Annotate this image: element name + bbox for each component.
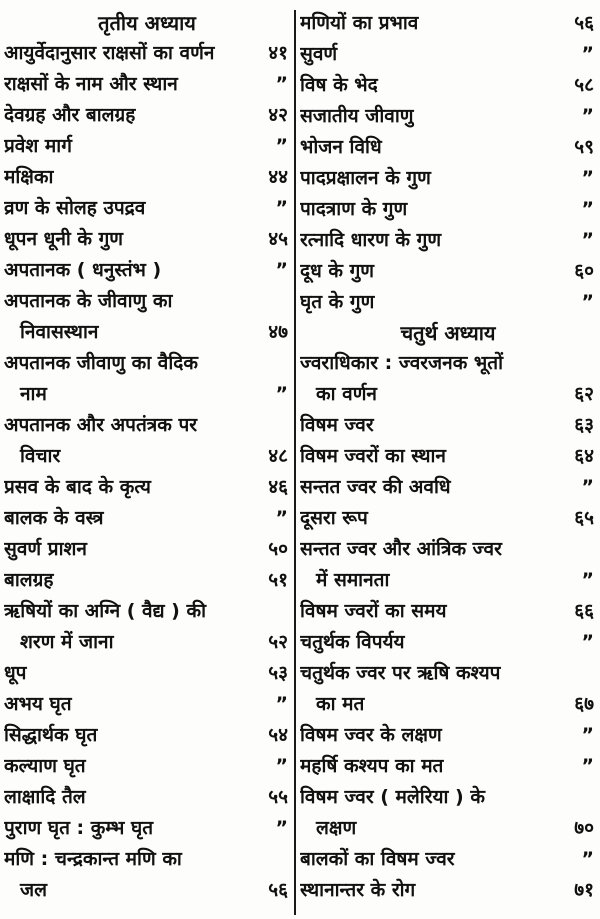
toc-entry: [4, 565, 290, 596]
toc-entry: [4, 782, 290, 813]
toc-entry: [300, 627, 596, 658]
toc-entry: [4, 69, 290, 100]
toc-entry: [4, 255, 290, 286]
left-column: [4, 8, 290, 906]
toc-page-number: ५१: [268, 569, 288, 591]
toc-entry-title: सन्तत ज्वर और आंत्रिक ज्वर: [300, 538, 502, 560]
toc-entry-title: प्रवेश मार्ग: [4, 135, 72, 157]
toc-entry-title: बालक के वस्त्र: [4, 507, 104, 529]
toc-page-number: ”: [275, 817, 288, 839]
toc-page-number: ४८: [268, 445, 288, 467]
toc-page-number: ४२: [268, 104, 288, 126]
toc-entry: [4, 689, 290, 720]
toc-entry-title: लक्षण: [316, 817, 357, 839]
toc-entry-title: दूसरा रूप: [300, 507, 368, 529]
toc-entry-title: दूध के गुण: [300, 260, 375, 282]
toc-entry: [300, 163, 596, 194]
toc-page-number: ”: [275, 73, 288, 95]
toc-page-number: ”: [275, 383, 288, 405]
toc-entry: [300, 503, 596, 534]
toc-page-number: ५४: [268, 724, 288, 746]
toc-entry: [300, 472, 596, 503]
toc-entry: [300, 844, 596, 875]
toc-page-number: ६६: [574, 600, 594, 622]
toc-entry-title: शरण में जाना: [20, 631, 114, 653]
toc-entry: [4, 224, 290, 255]
toc-entry: [4, 534, 290, 565]
toc-page-number: ४१: [268, 42, 288, 64]
toc-entry-title: राक्षसों के नाम और स्थान: [4, 73, 178, 95]
toc-entry-title: विषम ज्वर: [300, 414, 374, 436]
toc-entry: [4, 596, 290, 658]
toc-page-number: ५२: [268, 631, 288, 653]
toc-entry: [4, 751, 290, 782]
toc-entry-title: में समानता: [316, 569, 390, 591]
toc-list: [4, 38, 290, 906]
toc-entry: [4, 348, 290, 410]
toc-page-number: ”: [581, 105, 594, 127]
toc-entry-title: प्रसव के बाद के कृत्य: [4, 476, 151, 498]
toc-entry-title: निवासस्थान: [20, 321, 99, 343]
toc-page-number: ५८: [574, 74, 594, 96]
toc-page-number: ४४: [268, 166, 288, 188]
toc-entry-title: विचार: [20, 445, 61, 467]
toc-page-number: ”: [581, 755, 594, 777]
toc-entry: [300, 287, 596, 318]
toc-entry-title: व्रण के सोलह उपद्रव: [4, 197, 146, 219]
toc-entry: [300, 596, 596, 627]
toc-entry-title: सुवर्ण: [300, 43, 338, 65]
toc-entry: [300, 720, 596, 751]
toc-entry: [4, 410, 290, 472]
toc-page-number: ”: [581, 167, 594, 189]
toc-page-number: ”: [581, 198, 594, 220]
toc-page-number: ७१: [574, 879, 594, 901]
toc-entry-title: मणि : चन्द्रकान्त मणि का: [4, 848, 182, 870]
toc-page-number: ”: [581, 569, 594, 591]
toc-entry-title: सुवर्ण प्राशन: [4, 538, 87, 560]
toc-entry: [300, 8, 596, 39]
toc-entry-title: ऋषियों का अग्नि ( वैद्य ) की: [4, 600, 206, 622]
toc-entry: [300, 256, 596, 287]
toc-entry: [4, 193, 290, 224]
toc-entry: [300, 194, 596, 225]
toc-entry-title: लाक्षादि तैल: [4, 786, 86, 808]
toc-entry-title: पुराण घृत : कुम्भ घृत: [4, 817, 154, 839]
toc-entry: [300, 410, 596, 441]
toc-list: [300, 348, 596, 906]
toc-page-number: ”: [581, 724, 594, 746]
toc-entry-title: देवग्रह और बालग्रह: [4, 104, 136, 126]
toc-entry-title: पादप्रक्षालन के गुण: [300, 167, 431, 189]
toc-entry-title: अपतानक के जीवाणु का: [4, 290, 173, 312]
toc-entry-title: विषम ज्वर ( मलेरिया ) के: [300, 786, 485, 808]
toc-entry: [4, 720, 290, 751]
toc-page-number: ६३: [574, 414, 594, 436]
toc-page-number: ५३: [268, 662, 288, 684]
toc-entry-title: कल्याण घृत: [4, 755, 86, 777]
toc-entry-title: विषम ज्वर के लक्षण: [300, 724, 442, 746]
toc-entry: [4, 131, 290, 162]
toc-page-number: ६२: [574, 383, 594, 405]
toc-entry: [4, 286, 290, 348]
toc-entry-title: महर्षि कश्यप का मत: [300, 755, 444, 777]
toc-page-number: ४७: [268, 321, 288, 343]
toc-entry-title: चतुर्थक विपर्यय: [300, 631, 405, 653]
toc-entry: [300, 658, 596, 720]
toc-entry-title: विष के भेद: [300, 74, 378, 96]
toc-entry-title: सन्तत ज्वर की अवधि: [300, 476, 451, 498]
chapter-heading: तृतीय अध्याय: [98, 11, 196, 35]
column-divider: [294, 10, 296, 915]
toc-page-number: ”: [275, 135, 288, 157]
toc-entry: [300, 782, 596, 844]
toc-page-number: ६०: [574, 260, 594, 282]
toc-entry-title: बालग्रह: [4, 569, 54, 591]
toc-entry: [4, 813, 290, 844]
toc-page-number: ५९: [574, 136, 594, 158]
toc-entry: [300, 225, 596, 256]
toc-page-number: ५६: [574, 12, 594, 34]
toc-entry: [300, 39, 596, 70]
toc-entry: [4, 844, 290, 906]
toc-page-number: ”: [275, 507, 288, 529]
toc-entry-title: घृत के गुण: [300, 291, 375, 313]
toc-page-number: ५५: [268, 786, 288, 808]
toc-entry-title: विषम ज्वरों का समय: [300, 600, 447, 622]
toc-entry: [4, 38, 290, 69]
toc-entry: [300, 534, 596, 596]
toc-entry-title: रत्नादि धारण के गुण: [300, 229, 442, 251]
toc-entry: [300, 751, 596, 782]
toc-page-number: ६७: [574, 693, 594, 715]
toc-entry-title: का वर्णन: [316, 383, 377, 405]
toc-page-number: ४५: [268, 228, 288, 250]
toc-entry-title: नाम: [20, 383, 47, 405]
toc-entry-title: अपतानक और अपतंत्रक पर: [4, 414, 198, 436]
toc-page-number: ५०: [268, 538, 288, 560]
toc-entry: [300, 132, 596, 163]
toc-entry-title: आयुर्वेदानुसार राक्षसों का वर्णन: [4, 42, 215, 64]
chapter-heading: चतुर्थ अध्याय: [400, 321, 496, 345]
toc-page-number: ७०: [574, 817, 594, 839]
toc-entry-title: विषम ज्वरों का स्थान: [300, 445, 446, 467]
toc-page-number: ४६: [268, 476, 288, 498]
toc-entry: [300, 348, 596, 410]
toc-entry-title: स्थानान्तर के रोग: [300, 879, 416, 901]
toc-page-number: ”: [581, 476, 594, 498]
toc-entry: [4, 503, 290, 534]
toc-entry: [4, 658, 290, 689]
toc-entry-title: अपतानक जीवाणु का वैदिक: [4, 352, 198, 374]
toc-page-number: ”: [581, 229, 594, 251]
toc-entry: [4, 472, 290, 503]
toc-entry: [300, 875, 596, 906]
right-column: [300, 8, 596, 906]
toc-page-number: ”: [581, 631, 594, 653]
toc-entry-title: मक्षिका: [4, 166, 54, 188]
toc-page-number: ५६: [268, 879, 288, 901]
toc-page-number: ”: [581, 848, 594, 870]
toc-entry-title: सिद्धार्थक घृत: [4, 724, 98, 746]
toc-page-number: ”: [581, 43, 594, 65]
toc-entry-title: सजातीय जीवाणु: [300, 105, 414, 127]
toc-page-number: ६४: [574, 445, 594, 467]
toc-entry-title: चतुर्थक ज्वर पर ऋषि कश्यप: [300, 662, 501, 684]
toc-entry-title: धूप: [4, 662, 27, 684]
toc-entry: [4, 100, 290, 131]
toc-entry-title: धूपन धूनी के गुण: [4, 228, 124, 250]
toc-entry-title: ज्वराधिकार : ज्वरजनक भूतों: [300, 352, 504, 374]
toc-entry: [4, 162, 290, 193]
toc-page-number: ”: [581, 291, 594, 313]
toc-entry-title: भोजन विधि: [300, 136, 382, 158]
toc-entry: [300, 70, 596, 101]
toc-entry-title: बालकों का विषम ज्वर: [300, 848, 455, 870]
toc-page-number: ”: [275, 197, 288, 219]
toc-page-number: ”: [275, 259, 288, 281]
toc-entry-title: मणियों का प्रभाव: [300, 12, 419, 34]
toc-entry-title: अभय घृत: [4, 693, 72, 715]
toc-entry-title: का मत: [316, 693, 365, 715]
toc-entry-title: जल: [20, 879, 47, 901]
toc-list: [300, 8, 596, 318]
toc-entry-title: पादत्राण के गुण: [300, 198, 408, 220]
toc-page-number: ”: [275, 693, 288, 715]
toc-page-number: ”: [275, 755, 288, 777]
toc-entry-title: अपतानक ( धनुस्तंभ ): [4, 259, 162, 281]
toc-page-number: ६५: [574, 507, 594, 529]
toc-entry: [300, 101, 596, 132]
toc-entry: [300, 441, 596, 472]
